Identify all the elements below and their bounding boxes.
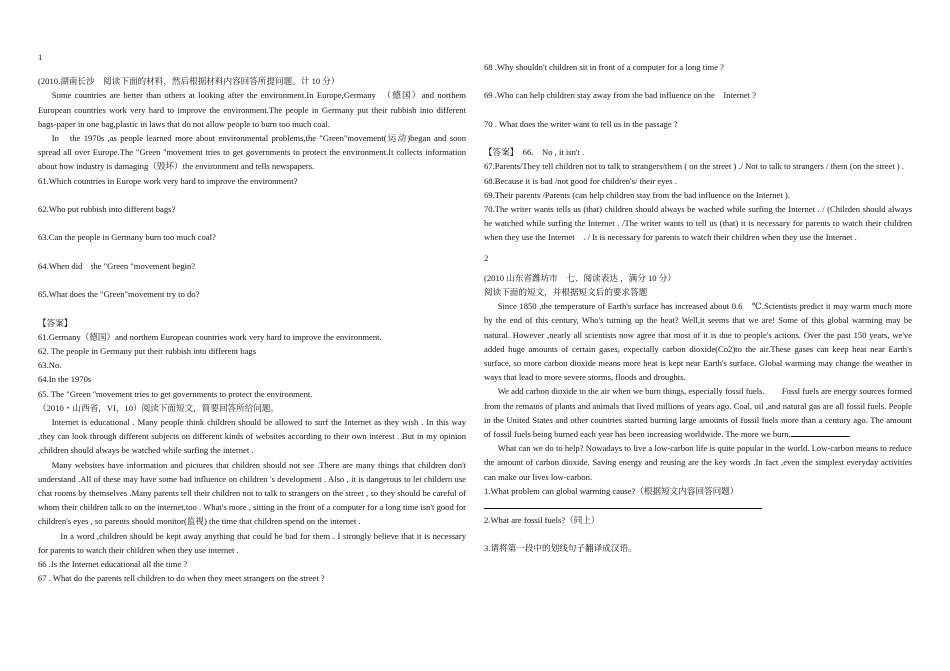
answer-61: 61.Germany（德国）and northem European countries work very hard to improve the environment. xyxy=(38,331,382,342)
question-69: 69 .Who can help children stay away from the bad influence on the Internet ? xyxy=(484,90,757,101)
question-70: 70 . What does the writer want to tell us in the passage ? xyxy=(484,118,678,129)
reading-question-1: 1.What problem can global warming cause?（根据短文内容回答问题） xyxy=(484,485,739,496)
answer-70: 70.The writer wants tells us (that) children should always be wached while surfing the Internet . / (Chilrden should always be watched while surfing the Internet . /The writer wants to tell us (that) it is necessary for parents to watch their children when they use the Internet . / It is necessary for parents to watch their children when they use the Internet . xyxy=(484,203,912,243)
source-weifang: (2010 山东省潍坊市 七、阅读表达 ，满分 10 分） xyxy=(484,272,676,283)
answer-65: 65. The "Green ''movement tries to get governments to protect the environment. xyxy=(38,388,313,399)
answer-63: 63.No. xyxy=(38,360,62,371)
question-63: 63.Can the people in Germany burn too much coal? xyxy=(38,232,216,243)
passage-paragraph: In the 1970s ,as people learned more about environmental problems,the "Green"movement(运动)began and soon spread all over Europe.The "Green ''movement tries to get governments to protect the environment.It collects information about how industry is damaging（毁坏）the environment and tells newspapers. xyxy=(38,133,466,172)
question-65: 65.What does the "Green"movement try to do? xyxy=(38,289,200,300)
answer-line xyxy=(484,498,762,509)
question-67: 67 . What do the parents tell children to do when they meet strangers on the street ? xyxy=(38,573,325,584)
answer-67: 67.Parents/They tell children not to talk to strangers/them ( on the street ) ./ Not to talk to strangers / them (on the street ) . xyxy=(484,161,905,172)
passage-paragraph: Some countries are better than others at looking after the environment.In Europe,Germany （德国）and northem European countries work very hard to improve the environment.The people in Germany put their rubbish into different bags-paper in one bag,plastic in laws that do not allow people to burn too much coal. xyxy=(38,90,466,129)
passage-paragraph xyxy=(484,384,912,441)
answer-69: 69.Their parents /Parents (can help children stay from the bad influence on the Internet ). xyxy=(484,189,790,200)
source-shanxi: （2010・山西省，VI，10）阅读下面短文，简要回答所给问题。 xyxy=(38,402,280,413)
source-changsha: (2010.湖南长沙 阅读下面的材料，然后根据材料内容回答所提问题。计 10 分） xyxy=(38,76,340,87)
page-number-2: 2 xyxy=(484,252,489,263)
right-column xyxy=(484,0,921,556)
answer-68: 68.Because it is bad /not good for children's/ their eyes . xyxy=(484,175,677,186)
question-62: 62.Who put rubbish into different bags? xyxy=(38,204,176,215)
page-number-1: 1 xyxy=(38,52,43,62)
passage-text: We add carbon dioxide to the air when we burn things, especially fossil fuels. Fossl fuels are energy sources formed from the remains of plants and animals that lived millions of years ago. Coal, oil ,and natural gas are all fossil fuels. People in the United States and other countries started burning large amounts of fossil fuels more than a century ago. The amount of fossil fuels being burned each year has been increasing worldwide. The more we burn, xyxy=(484,386,912,440)
fill-blank xyxy=(791,427,851,440)
instruction: 阅读下面的短文，并根据短文后的要求答题 xyxy=(484,287,648,297)
answer-header: 【答案】 xyxy=(38,317,73,328)
passage-paragraph: Internet is educational . Many people think children should be allowed to surf the Internet as they wish . In this way ,they can look through different subjects on different kinds of websites according to their own interest . But in my opinion ,children should always be watched while surfing the internet . xyxy=(38,417,466,456)
question-64: 64.When did the "Green "movement begin? xyxy=(38,260,196,271)
passage-paragraph: In a word ,children should be kept away anything that could be bad for them . I strongly believe that it is necessary for parents to watch their children when they use internet . xyxy=(38,530,466,555)
question-68: 68 .Why shouldn't children sit in front of a computer for a long time ? xyxy=(484,62,724,72)
left-column xyxy=(38,0,466,585)
passage-text: . xyxy=(848,429,851,440)
answer-66: 【答案】 66. No , it isn't . xyxy=(484,147,585,158)
question-66: 66 .Is the Internet educational all the time ? xyxy=(38,559,188,570)
passage-paragraph: What can we do to help? Nowadays to live a low-carbon life is quite popular in the world. Low-carbon means to reduce the amount of carbon dioxide. Saving energy and reusing are the key words .In fact ,even the simplest everyday activities can make our lives low-carbon. xyxy=(484,443,912,482)
passage-paragraph: Many websites have information and pictures that children should not see .There are many things that children don't understand .All of these may have some bad influence on children 's development . Also , it is dangerous to let childern use chat rooms by themselves .Many parents tell their children not to talk to strangers on the street , so they should be careful of whom their children talk to on the internet,too . What's more , sitting in the front of a computer for a long time isn't good for children's eyes , so parents should monitor(监视) the time that children spend on the internet . xyxy=(38,459,466,527)
answer-62: 62. The people in Germany put their rubbish into different bags xyxy=(38,345,257,356)
reading-question-2: 2.What are fossil fuels?（同上） xyxy=(484,515,600,526)
passage-paragraph: Since 1850 ,the temperature of Earth's surface has increased about 0.6 ℃.Scientists predict it may warm much more by the end of this century, Who's turning up the heat? Well,it seems that we are! Some of this global warming may be natural. However ,nearly all scientists now agree that most of it is due to people's actions. Over the past 150 years, we've added huge amounts of certain gases, expecially carbon dioxide(Co2)to the air.These gases can keep heat near Earth's surface, so more carbon dioxide means more heat is kept near Earth's surface. Global warming may change the weather in ways that lead to more severe storms, floods and droughts. xyxy=(484,301,921,383)
reading-question-3: 3.请将第一段中的划线句子翻译成汉语。 xyxy=(484,543,637,554)
question-61: 61.Which countries in Europe work very hard to improve the environment? xyxy=(38,175,298,186)
answer-64: 64.In the 1970s xyxy=(38,374,92,385)
